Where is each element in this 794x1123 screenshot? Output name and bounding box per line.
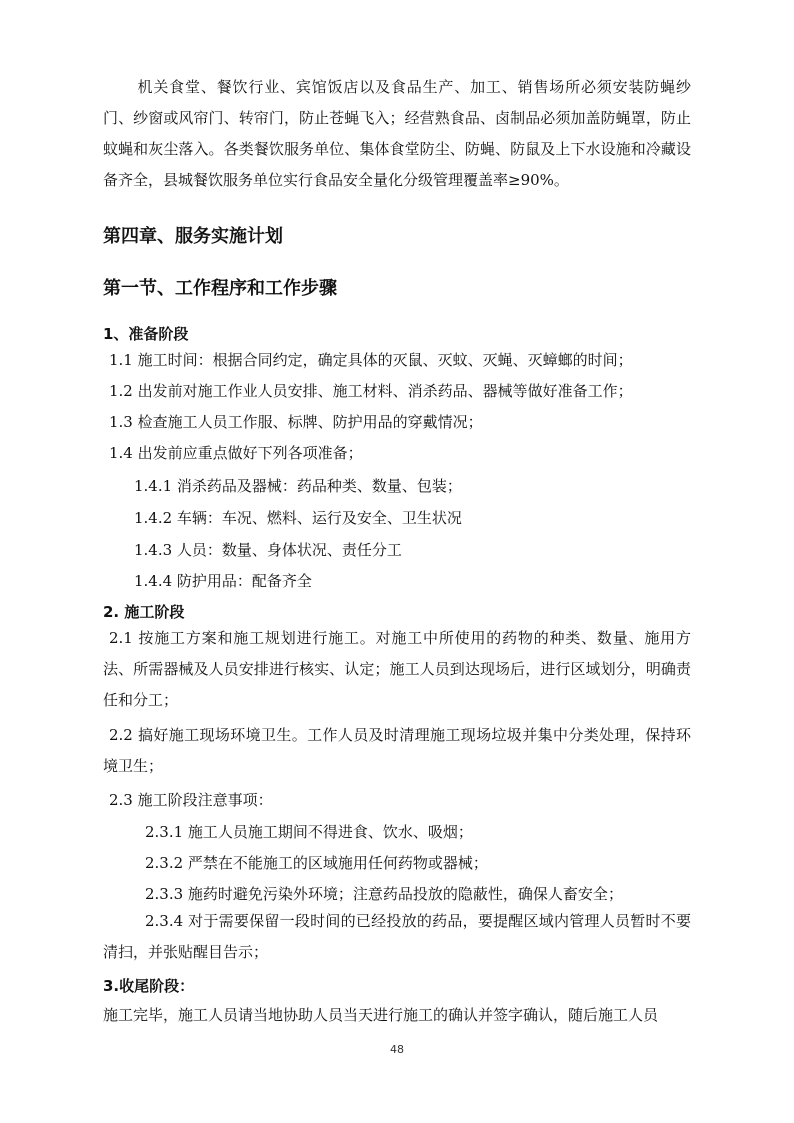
chapter-title: 第四章、服务实施计划 [103,226,283,247]
construction-item-2-3: 2.3 施工阶段注意事项： [109,791,273,809]
prep-heading: 1、准备阶段 [103,325,189,343]
page-number: 48 [390,1043,404,1056]
closing-heading: 3.收尾阶段： [103,977,195,995]
construction-item-2-1: 2.1 按施工方案和施工规划进行施工。对施工中所使用的药物的种类、数量、施用方法、所需器械及人员安排进行核实、认定；施工人员到达现场后，进行区域划分，明确责任和分工； [103,629,691,709]
construction-heading: 2. 施工阶段 [103,603,185,621]
prep-subitem-1-4-4: 1.4.4 防护用品：配备齐全 [134,572,312,590]
construction-subitem-2-3-2: 2.3.2 严禁在不能施工的区域施用任何药物或器械； [145,854,488,872]
construction-item-2-2: 2.2 搞好施工现场环境卫生。工作人员及时清理施工现场垃圾并集中分类处理，保持环境卫生； [103,726,691,775]
construction-subitem-2-3-1: 2.3.1 施工人员施工期间不得进食、饮水、吸烟； [145,823,473,841]
prep-item-1-2: 1.2 出发前对施工作业人员安排、施工材料、消杀药品、器械等做好准备工作； [109,382,633,400]
construction-subitem-2-3-3: 2.3.3 施药时避免污染外环境；注意药品投放的隐蔽性，确保人畜安全； [145,885,623,903]
prep-subitem-1-4-2: 1.4.2 车辆：车况、燃料、运行及安全、卫生状况 [134,509,462,527]
prep-subitem-1-4-3: 1.4.3 人员：数量、身体状况、责任分工 [134,541,402,559]
construction-subitem-2-3-4: 2.3.4 对于需要保留一段时间的已经投放的药品，要提醒区域内管理人员暂时不要清扫，并张贴醒目告示； [103,912,691,961]
prep-item-1-1: 1.1 施工时间：根据合同约定，确定具体的灭鼠、灭蚊、灭蝇、灭蟑螂的时间； [109,351,633,369]
prep-item-1-3: 1.3 检查施工人员工作服、标牌、防护用品的穿戴情况； [109,413,483,431]
intro-paragraph: 机关食堂、餐饮行业、宾馆饭店以及食品生产、加工、销售场所必须安装防蝇纱门、纱窗或风帘门、转帘门，防止苍蝇飞入；经营熟食品、卤制品必须加盖防蝇罩，防止蚊蝇和灰尘落入。各类餐饮服务单位、集体食堂防尘、防蝇、防鼠及上下水设施和冷藏设备齐全，县城餐饮服务单位实行食品安全量化分级管理覆盖率≥90%。 [103,78,691,189]
closing-text: 施工完毕，施工人员请当地协助人员当天进行施工的确认并签字确认，随后施工人员 [103,1006,659,1024]
prep-subitem-1-4-1: 1.4.1 消杀药品及器械：药品种类、数量、包装； [134,477,462,495]
section-title: 第一节、工作程序和工作步骤 [103,278,337,299]
prep-item-1-4: 1.4 出发前应重点做好下列各项准备； [109,444,363,462]
